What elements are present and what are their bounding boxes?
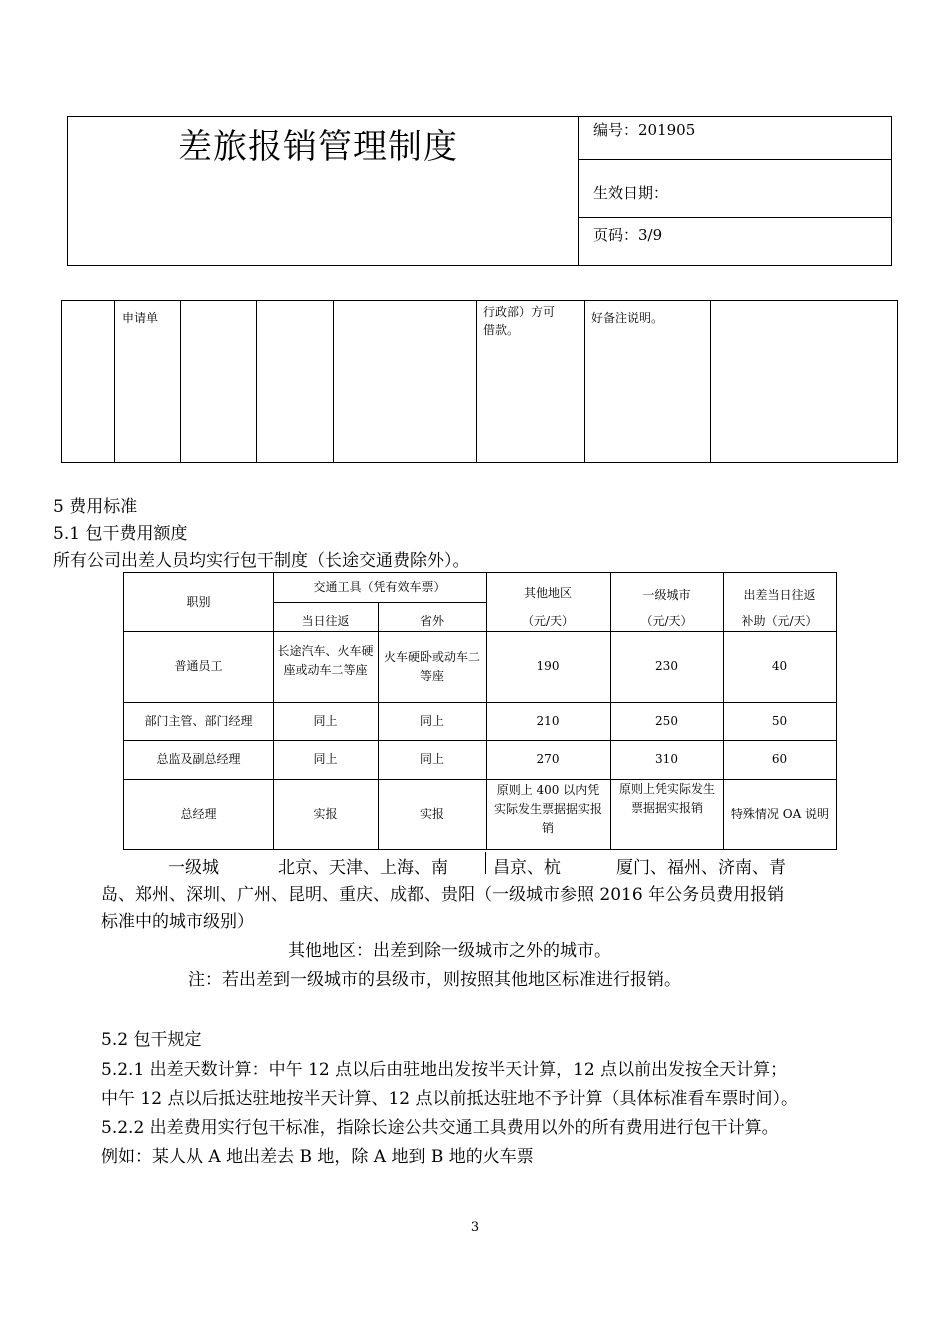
table-cell: 190 — [536, 659, 560, 673]
table-cell: 行政部）方可 — [483, 305, 556, 319]
table-divider — [584, 301, 585, 462]
effective-date: 生效日期： — [579, 160, 892, 218]
table-cell: 60 — [771, 752, 788, 766]
other-area-definition: 其他地区：出差到除一级城市之外的城市。 — [288, 941, 611, 961]
table-divider — [476, 301, 477, 462]
note: 注：若出差到一级城市的县级市，则按照其他地区标准进行报销。 — [188, 970, 681, 990]
table-divider — [485, 852, 486, 874]
tier1-cities-line: 岛、郑州、深圳、广州、昆明、重庆、成都、贵阳（一级城市参照 2016 年公务员费用报销 — [101, 885, 785, 905]
table-cell: 270 — [536, 752, 560, 766]
expense-standard-table — [123, 572, 837, 850]
table-cell: 总经理 — [180, 806, 217, 821]
table-cell: 40 — [771, 659, 788, 673]
header-same-day: 当日往返 — [301, 613, 350, 628]
paragraph: 例如：某人从 A 地出差去 B 地，除 A 地到 B 地的火车票 — [101, 1147, 534, 1167]
header-tier1-unit: （元/天） — [640, 613, 693, 628]
table-cell: 230 — [655, 659, 678, 673]
header-transport: 交通工具（凭有效车票） — [313, 580, 446, 594]
tier1-cities-line: 标准中的城市级别） — [101, 912, 254, 932]
document-title: 差旅报销管理制度 — [178, 127, 458, 167]
table-cell: 210 — [536, 713, 560, 728]
header-info — [578, 117, 892, 265]
header-day-trip: 出差当日往返 — [743, 587, 816, 602]
table-divider — [114, 301, 115, 462]
table-cell: 借款。 — [483, 323, 520, 337]
table-divider — [180, 301, 181, 462]
table-cell: 310 — [655, 752, 678, 766]
table-divider — [273, 602, 486, 603]
section-heading: 5 费用标准 — [53, 497, 138, 517]
table-divider — [256, 301, 257, 462]
header-other-area: 其他地区 — [523, 585, 572, 600]
subsection-heading: 5.2 包干规定 — [101, 1030, 202, 1050]
header-role: 职别 — [186, 594, 211, 609]
table-divider — [710, 301, 711, 462]
table-cell: 普通员工 — [174, 659, 223, 673]
table-cell: 部门主管、部门经理 — [144, 713, 253, 728]
table-cell: 50 — [771, 713, 788, 728]
table-cell: 长途汽车、火车硬座或动车二等座 — [277, 644, 374, 677]
doc-number: 编号：201905 — [579, 117, 892, 160]
page-number: 3 — [470, 1220, 480, 1235]
tier1-cities-part: 厦门、福州、济南、青 — [616, 858, 786, 878]
header-tier1: 一级城市 — [642, 587, 691, 602]
continued-table — [61, 300, 898, 463]
table-cell: 同上 — [419, 752, 444, 766]
header-other-area-unit: （元/天） — [521, 613, 575, 628]
table-cell: 同上 — [313, 713, 338, 728]
tier1-cities-part: 北京、天津、上海、南 — [278, 858, 448, 878]
paragraph: 中午 12 点以后抵达驻地按半天计算、12 点以前抵达驻地不予计算（具体标准看车票时间）。 — [101, 1089, 798, 1109]
paragraph: 5.2.2 出差费用实行包干标准，指除长途公共交通工具费用以外的所有费用进行包干计算。 — [101, 1118, 779, 1138]
paragraph: 5.2.1 出差天数计算：中午 12 点以后由驻地出发按半天计算，12 点以前出发按全天计算； — [101, 1060, 788, 1080]
table-cell: 总监及副总经理 — [156, 752, 241, 766]
page-code: 页码：3/9 — [593, 226, 663, 244]
subsection-heading: 5.1 包干费用额度 — [53, 524, 188, 544]
document-header — [67, 116, 892, 266]
table-cell: 火车硬卧或动车二等座 — [383, 649, 480, 683]
table-cell: 250 — [655, 713, 678, 728]
table-cell: 实报 — [419, 806, 444, 821]
tier1-cities-part: 昌京、杭 — [493, 858, 561, 878]
table-divider — [333, 301, 334, 462]
table-cell: 同上 — [419, 713, 444, 728]
table-cell: 申请单 — [122, 311, 159, 325]
tier1-label: 一级城 — [168, 858, 219, 878]
table-cell: 实报 — [313, 806, 338, 821]
table-cell: 特殊情况 OA 说明 — [730, 806, 830, 821]
paragraph: 所有公司出差人员均实行包干制度（长途交通费除外）。 — [53, 551, 470, 571]
table-cell: 原则上 400 以内凭实际发生票据据实报销 — [493, 782, 602, 835]
table-cell: 好备注说明。 — [591, 311, 664, 325]
header-outside: 省外 — [419, 613, 444, 628]
table-cell: 原则上凭实际发生票据据实报销 — [618, 782, 715, 815]
table-cell: 同上 — [313, 752, 338, 766]
header-day-trip-unit: 补助（元/天） — [741, 613, 818, 628]
